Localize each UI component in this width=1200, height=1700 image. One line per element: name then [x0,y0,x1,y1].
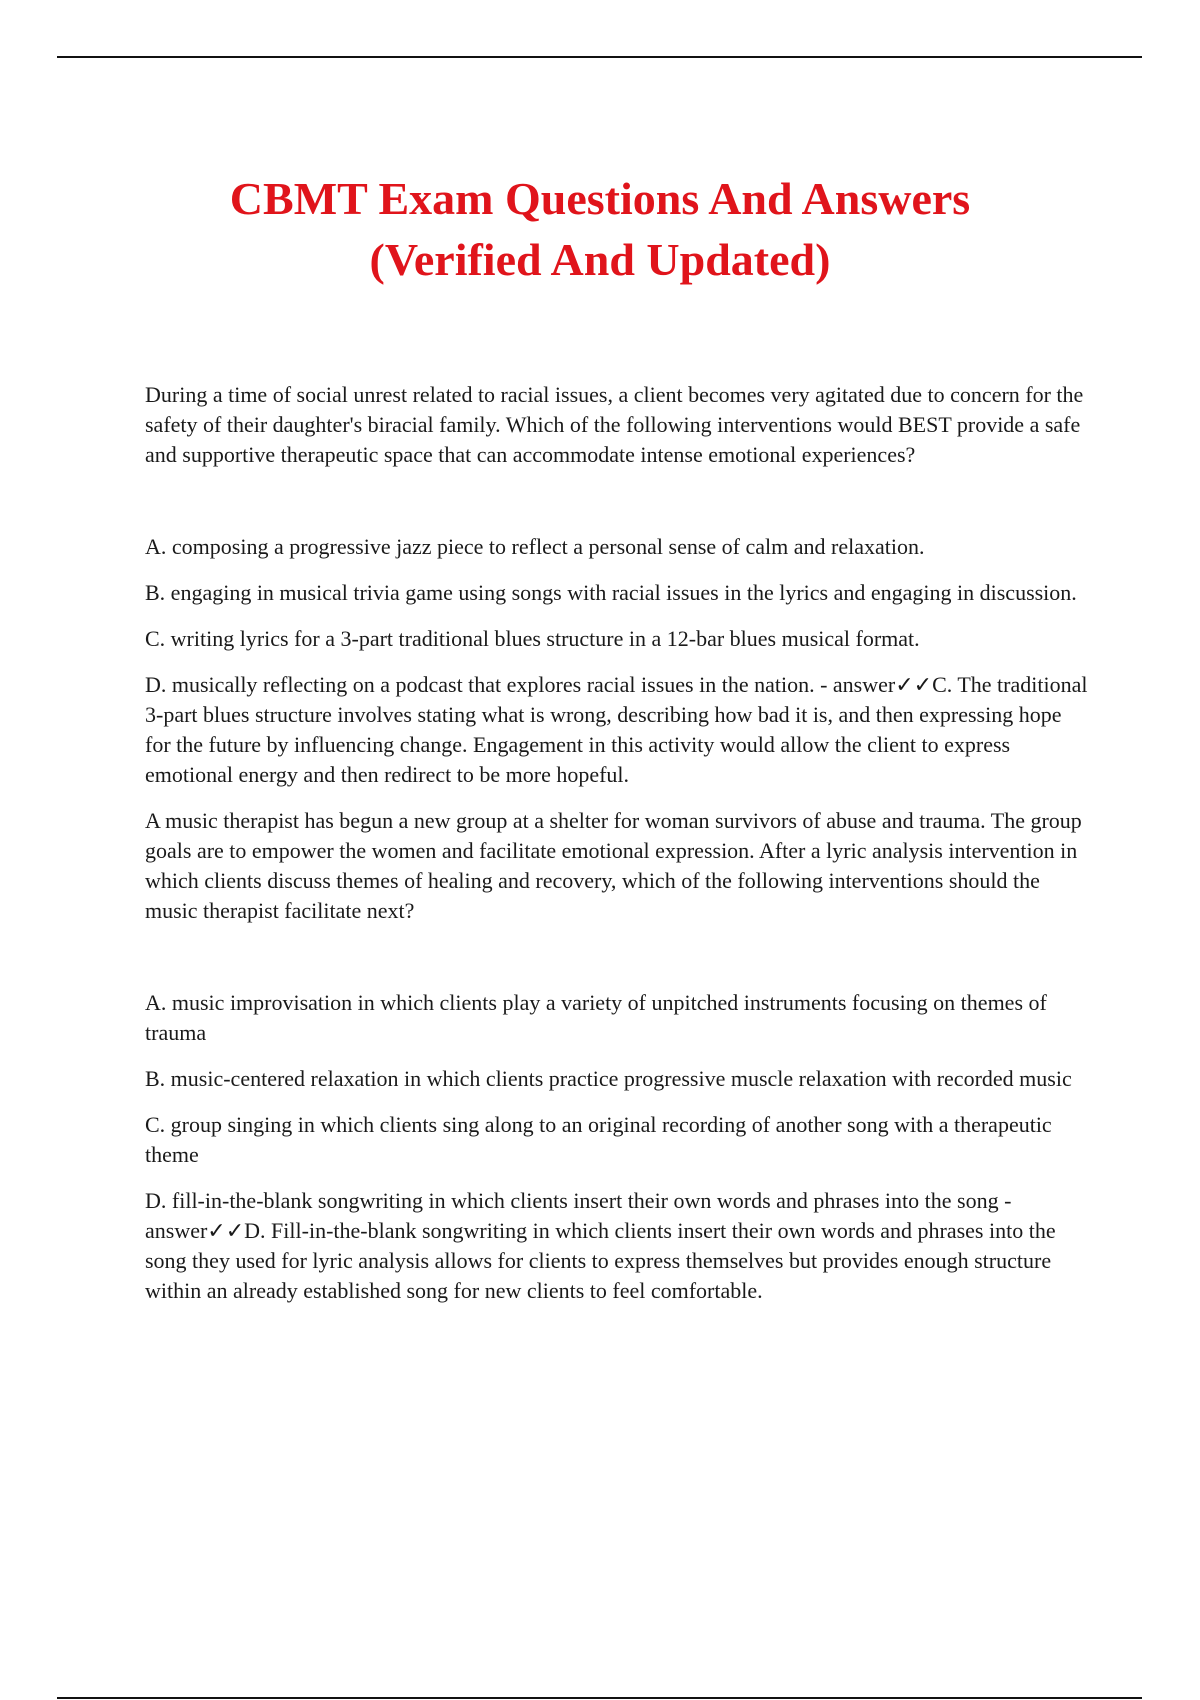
question-1-option-b: B. engaging in musical trivia game using songs with racial issues in the lyrics and engaging in discussion. [145,580,1077,605]
question-2-option-b: B. music-centered relaxation in which clients practice progressive muscle relaxation with recorded music [145,1066,1072,1091]
question-1-stem: During a time of social unrest related to racial issues, a client becomes very agitated due to concern for the safety of their daughter's biracial family. Which of the following interventions would BEST provide a safe and supportive therapeutic space that can accommodate intense emotional experiences? [145,382,1084,467]
document-body [145,380,1090,1322]
question-2-stem: A music therapist has begun a new group at a shelter for woman survivors of abuse and trauma. The group goals are to empower the women and facilitate emotional expression. After a lyric analysis intervention in which clients discuss themes of healing and recovery, which of the following interventions should the music therapist facilitate next? [145,808,1082,923]
document-title [100,168,1100,290]
question-2-option-d-answer: D. fill-in-the-blank songwriting in which clients insert their own words and phrases into the song - answer✓✓D. Fill-in-the-blank songwriting in which clients insert their own words and phrases into the song they used for lyric analysis allows for clients to express themselves but provides enough structure within an already established song for new clients to feel comfortable. [145,1188,1056,1303]
question-1-option-d-answer: D. musically reflecting on a podcast that explores racial issues in the nation. - answer✓✓C. The traditional 3-part blues structure involves stating what is wrong, describing how bad it is, and then expressing hope for the future by influencing change. Engagement in this activity would allow the client to express emotional energy and then redirect to be more hopeful. [145,672,1088,787]
top-rule [57,56,1142,58]
question-2-option-c: C. group singing in which clients sing along to an original recording of another song with a therapeutic theme [145,1112,1052,1167]
question-2-option-a: A. music improvisation in which clients play a variety of unpitched instruments focusing on themes of trauma [145,990,1047,1045]
title-line-1: CBMT Exam Questions And Answers [229,173,971,224]
title-line-2: (Verified And Updated) [369,234,831,285]
question-1-option-c: C. writing lyrics for a 3-part traditional blues structure in a 12-bar blues musical format. [145,626,920,651]
question-1-option-a: A. composing a progressive jazz piece to reflect a personal sense of calm and relaxation. [145,534,925,559]
bottom-rule [57,1697,1142,1699]
